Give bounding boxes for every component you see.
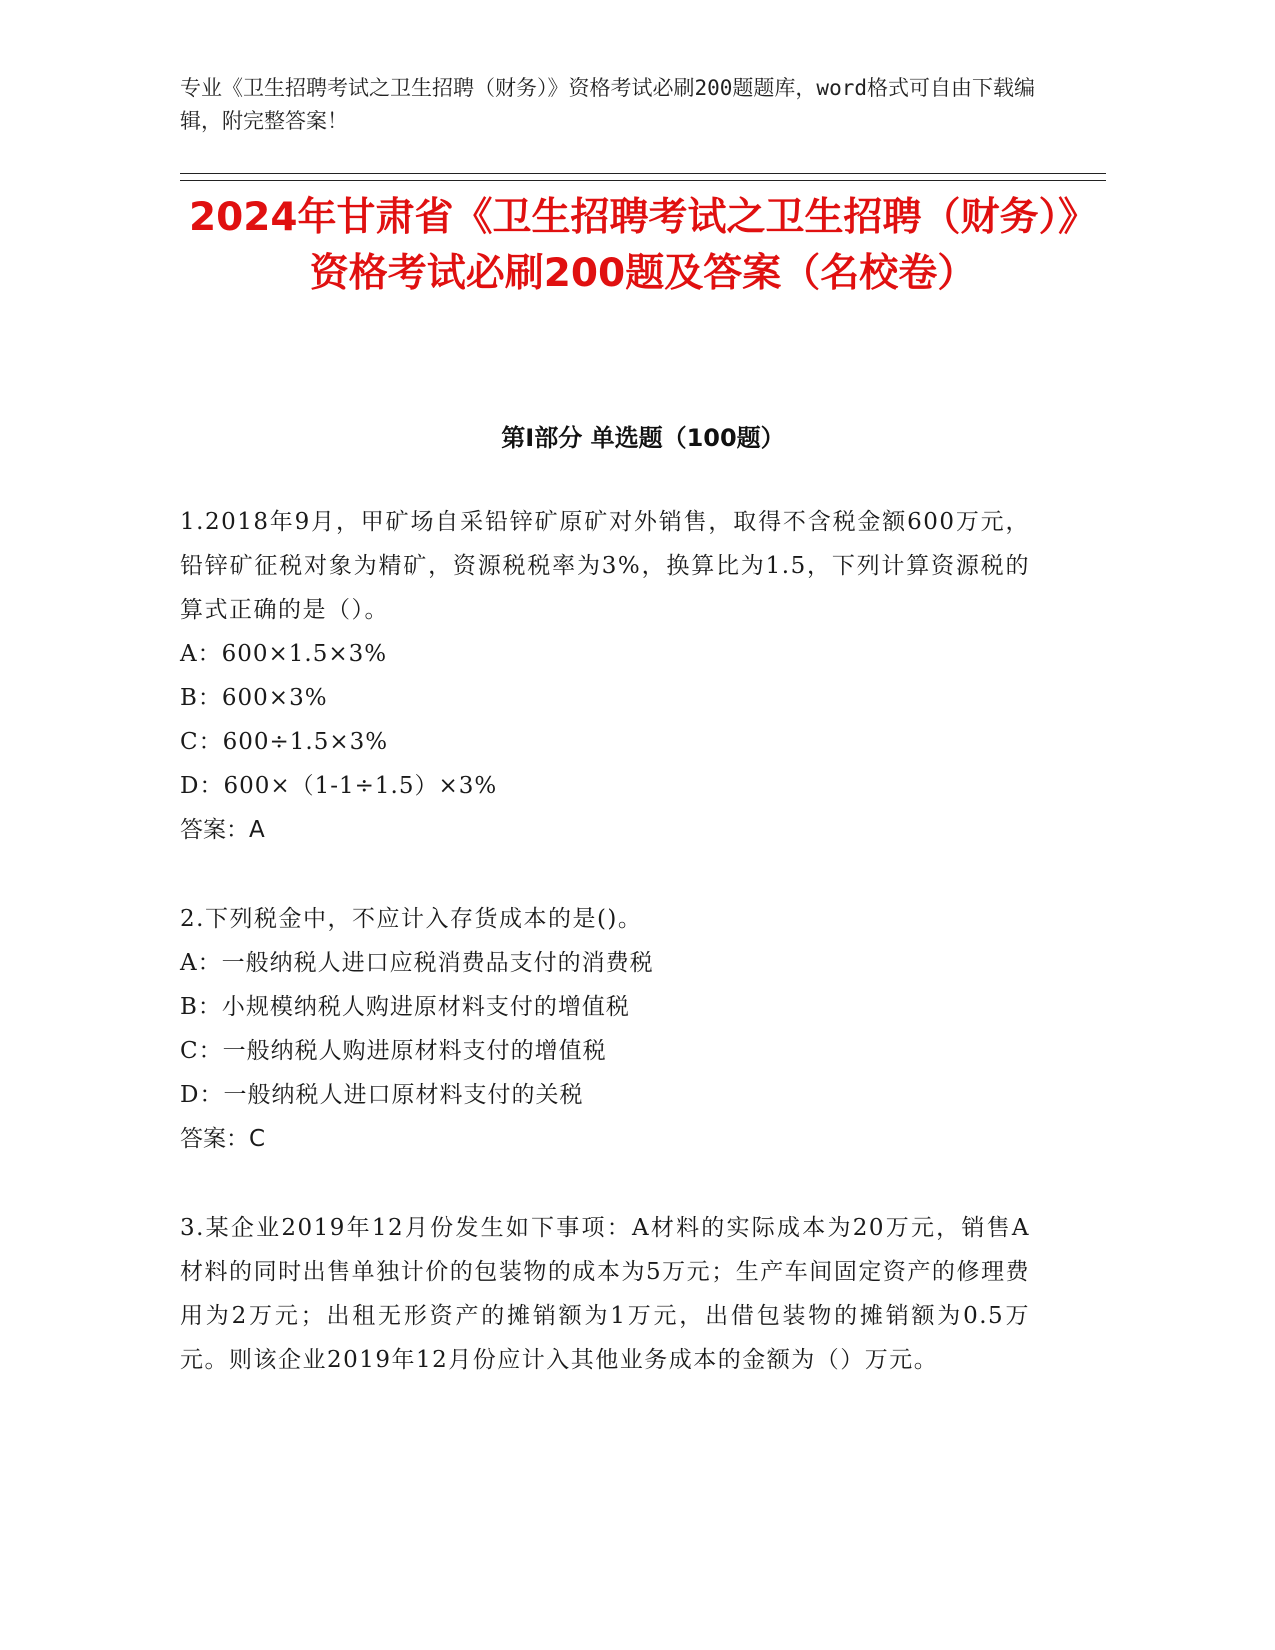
question-list — [180, 500, 1030, 1427]
header-rule-bottom — [180, 180, 1106, 181]
question-1 — [180, 500, 1030, 852]
answer: 答案：C — [180, 1126, 266, 1152]
section-title: 第I部分 单选题（100题） — [501, 424, 785, 452]
question-2 — [180, 897, 1030, 1161]
question-3 — [180, 1206, 1030, 1382]
option-d: D：一般纳税人进口原材料支付的关税 — [180, 1082, 584, 1108]
option-c: C：600÷1.5×3% — [180, 729, 389, 755]
document-title: 2024年甘肃省《卫生招聘考试之卫生招聘（财务）》资格考试必刷200题及答案（名校卷） — [188, 195, 1098, 296]
option-a: A：一般纳税人进口应税消费品支付的消费税 — [180, 950, 654, 976]
option-c: C：一般纳税人购进原材料支付的增值税 — [180, 1038, 607, 1064]
option-d: D：600×（1-1÷1.5）×3% — [180, 773, 498, 799]
question-text: 1.2018年9月，甲矿场自采铅锌矿原矿对外销售，取得不含税金额600万元，铅锌矿征税对象为精矿，资源税税率为3%，换算比为1.5，下列计算资源税的算式正确的是（）。 — [180, 509, 1030, 623]
option-a: A：600×1.5×3% — [180, 641, 388, 667]
answer: 答案：A — [180, 817, 265, 843]
question-text: 2.下列税金中，不应计入存货成本的是()。 — [180, 906, 643, 932]
option-b: B：600×3% — [180, 685, 328, 711]
header-note: 专业《卫生招聘考试之卫生招聘（财务）》资格考试必刷200题题库，word格式可自由下载编辑，附完整答案！ — [180, 76, 1035, 133]
question-text: 3.某企业2019年12月份发生如下事项：A材料的实际成本为20万元，销售A材料的同时出售单独计价的包装物的成本为5万元；生产车间固定资产的修理费用为2万元；出租无形资产的摊销额为1万元，出借包装物的摊销额为0.5万元。则该企业2019年12月份应计入其他业务成本的金额为（）万元。 — [180, 1215, 1030, 1373]
header-rule-top — [180, 173, 1106, 174]
option-b: B：小规模纳税人购进原材料支付的增值税 — [180, 994, 630, 1020]
